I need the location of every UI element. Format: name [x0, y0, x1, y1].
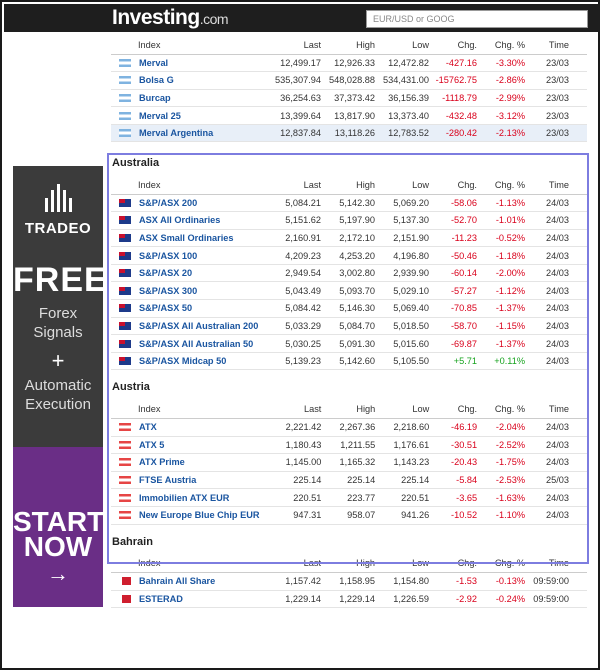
high-cell: 1,165.32	[327, 454, 381, 472]
table-header-row	[111, 36, 587, 54]
section-title: Austria	[112, 381, 150, 394]
country-flag-icon	[119, 494, 131, 502]
col-chg[interactable]: Chg.	[435, 176, 483, 194]
index-name-cell	[111, 489, 265, 507]
last-cell: 5,084.42	[265, 300, 327, 318]
country-flag-icon	[119, 234, 131, 242]
time-cell: 24/03	[531, 352, 587, 370]
table-row[interactable]	[111, 352, 587, 370]
index-link[interactable]: Merval	[139, 57, 169, 68]
high-cell: 2,172.10	[327, 229, 381, 247]
ad-start-text: START	[13, 506, 105, 537]
change-cell: -20.43	[435, 454, 483, 472]
index-link[interactable]: S&P/ASX 200	[139, 197, 198, 208]
col-time[interactable]: Time	[531, 36, 587, 54]
index-name-cell	[111, 247, 265, 265]
site-logo[interactable]	[112, 6, 228, 30]
low-cell: 5,029.10	[381, 282, 435, 300]
country-flag-icon	[119, 59, 131, 67]
change-pct-cell: -2.00%	[483, 264, 531, 282]
low-cell: 5,069.20	[381, 194, 435, 212]
col-low[interactable]: Low	[381, 176, 435, 194]
table-row[interactable]	[111, 107, 587, 125]
table-header-row	[111, 176, 587, 194]
change-pct-cell: -1.75%	[483, 454, 531, 472]
low-cell: 12,472.82	[381, 54, 435, 72]
low-cell: 5,069.40	[381, 300, 435, 318]
low-cell: 941.26	[381, 506, 435, 524]
index-link[interactable]: ATX 5	[139, 439, 165, 450]
index-name-cell	[111, 454, 265, 472]
change-cell: -10.52	[435, 506, 483, 524]
high-cell: 5,197.90	[327, 212, 381, 230]
low-cell: 36,156.39	[381, 89, 435, 107]
table-row[interactable]	[111, 247, 587, 265]
col-chg[interactable]: Chg.	[435, 555, 483, 573]
time-cell: 23/03	[531, 107, 587, 125]
last-cell: 5,084.21	[265, 194, 327, 212]
high-cell: 13,118.26	[327, 124, 381, 142]
time-cell: 24/03	[531, 335, 587, 353]
ad-brand: TRADEO	[24, 220, 92, 237]
table-row[interactable]	[111, 72, 587, 90]
change-cell: -15762.75	[435, 72, 483, 90]
change-cell: +5.71	[435, 352, 483, 370]
col-last[interactable]: Last	[265, 176, 327, 194]
index-link[interactable]: ASX Small Ordinaries	[139, 232, 234, 243]
table-row[interactable]	[111, 471, 587, 489]
index-link[interactable]: ESTERAD	[139, 593, 183, 604]
time-cell: 24/03	[531, 436, 587, 454]
time-cell: 25/03	[531, 471, 587, 489]
index-link[interactable]: New Europe Blue Chip EUR	[139, 510, 260, 521]
change-pct-cell: -1.10%	[483, 506, 531, 524]
index-name-cell	[111, 317, 265, 335]
time-cell: 24/03	[531, 300, 587, 318]
country-flag-icon	[119, 441, 131, 449]
index-link[interactable]: S&P/ASX 100	[139, 250, 198, 261]
time-cell: 24/03	[531, 489, 587, 507]
change-cell: -1.53	[435, 573, 483, 591]
last-cell: 1,145.00	[265, 454, 327, 472]
change-pct-cell: -3.12%	[483, 107, 531, 125]
time-cell: 24/03	[531, 282, 587, 300]
table-row[interactable]	[111, 317, 587, 335]
change-pct-cell: -1.63%	[483, 489, 531, 507]
index-name-cell	[111, 282, 265, 300]
last-cell: 225.14	[265, 471, 327, 489]
index-link[interactable]: Merval 25	[139, 110, 181, 121]
change-cell: -50.46	[435, 247, 483, 265]
table-row[interactable]	[111, 573, 587, 591]
col-high[interactable]: High	[327, 400, 381, 418]
table-row[interactable]	[111, 418, 587, 436]
change-cell: -58.70	[435, 317, 483, 335]
index-name-cell	[111, 194, 265, 212]
low-cell: 1,143.23	[381, 454, 435, 472]
low-cell: 1,226.59	[381, 590, 435, 608]
change-pct-cell: -0.13%	[483, 573, 531, 591]
table-row[interactable]	[111, 300, 587, 318]
indices-table	[111, 400, 587, 524]
low-cell: 13,373.40	[381, 107, 435, 125]
time-cell: 23/03	[531, 72, 587, 90]
time-cell: 09:59:00	[531, 590, 587, 608]
indices-table	[111, 176, 587, 370]
change-cell: -2.92	[435, 590, 483, 608]
change-cell: -69.87	[435, 335, 483, 353]
country-section	[111, 146, 587, 370]
high-cell: 2,267.36	[327, 418, 381, 436]
low-cell: 5,015.60	[381, 335, 435, 353]
ad-now-text: NOW	[23, 531, 93, 562]
ad-free-text: FREE	[13, 261, 108, 299]
country-flag-icon	[119, 340, 131, 348]
change-cell: -60.14	[435, 264, 483, 282]
country-section	[111, 370, 587, 524]
time-cell: 24/03	[531, 247, 587, 265]
last-cell: 36,254.63	[265, 89, 327, 107]
last-cell: 1,180.43	[265, 436, 327, 454]
change-pct-cell: -1.13%	[483, 194, 531, 212]
time-cell: 24/03	[531, 264, 587, 282]
time-cell: 24/03	[531, 212, 587, 230]
last-cell: 5,033.29	[265, 317, 327, 335]
col-last[interactable]: Last	[265, 555, 327, 573]
search-input[interactable]: EUR/USD or GOOG	[366, 10, 588, 28]
high-cell: 5,091.30	[327, 335, 381, 353]
last-cell: 12,837.84	[265, 124, 327, 142]
index-name-cell	[111, 72, 265, 90]
index-name-cell	[111, 54, 265, 72]
index-name-cell	[111, 471, 265, 489]
country-flag-icon	[119, 476, 131, 484]
last-cell: 5,139.23	[265, 352, 327, 370]
indices-table	[111, 555, 587, 609]
low-cell: 5,137.30	[381, 212, 435, 230]
change-pct-cell: -2.13%	[483, 124, 531, 142]
change-cell: -30.51	[435, 436, 483, 454]
country-flag-icon	[119, 357, 131, 365]
table-row[interactable]	[111, 282, 587, 300]
index-name-cell	[111, 352, 265, 370]
index-name-cell	[111, 436, 265, 454]
last-cell: 1,229.14	[265, 590, 327, 608]
country-flag-icon	[119, 577, 131, 585]
col-last[interactable]: Last	[265, 400, 327, 418]
ad-forex-signals: Forex Signals	[33, 305, 83, 341]
index-link[interactable]: S&P/ASX 300	[139, 285, 198, 296]
low-cell: 534,431.00	[381, 72, 435, 90]
index-link[interactable]: Bolsa G	[139, 75, 174, 86]
table-row[interactable]	[111, 212, 587, 230]
index-name-cell	[111, 506, 265, 524]
tradeo-ad-banner[interactable]	[13, 166, 108, 607]
change-cell: -46.19	[435, 418, 483, 436]
index-link[interactable]: S&P/ASX 50	[139, 303, 193, 314]
time-cell: 24/03	[531, 454, 587, 472]
country-flag-icon	[119, 322, 131, 330]
ad-start-now-button[interactable]	[13, 447, 103, 607]
index-name-cell	[111, 212, 265, 230]
high-cell: 12,926.33	[327, 54, 381, 72]
low-cell: 5,105.50	[381, 352, 435, 370]
index-link[interactable]: S&P/ASX All Australian 200	[139, 320, 259, 331]
change-pct-cell: -2.53%	[483, 471, 531, 489]
time-cell: 24/03	[531, 506, 587, 524]
col-last[interactable]: Last	[265, 36, 327, 54]
country-flag-icon	[119, 287, 131, 295]
high-cell: 1,158.95	[327, 573, 381, 591]
high-cell: 1,229.14	[327, 590, 381, 608]
change-cell: -57.27	[435, 282, 483, 300]
change-pct-cell: -1.37%	[483, 335, 531, 353]
logo-text: Investing	[112, 6, 200, 29]
country-flag-icon	[119, 252, 131, 260]
low-cell: 12,783.52	[381, 124, 435, 142]
col-chg[interactable]: Chg.	[435, 400, 483, 418]
change-cell: -58.06	[435, 194, 483, 212]
section-title: Bahrain	[112, 535, 153, 548]
table-header-row	[111, 555, 587, 573]
country-flag-icon	[119, 199, 131, 207]
logo-suffix: .com	[199, 11, 229, 27]
last-cell: 2,160.91	[265, 229, 327, 247]
table-row[interactable]	[111, 229, 587, 247]
top-header	[4, 4, 600, 32]
index-name-cell	[111, 124, 265, 142]
change-cell: -11.23	[435, 229, 483, 247]
index-link[interactable]: Burcap	[139, 92, 171, 103]
low-cell: 2,151.90	[381, 229, 435, 247]
last-cell: 13,399.64	[265, 107, 327, 125]
index-link[interactable]: S&P/ASX Midcap 50	[139, 356, 227, 367]
low-cell: 2,218.60	[381, 418, 435, 436]
index-link[interactable]: ATX Prime	[139, 457, 185, 468]
country-flag-icon	[119, 595, 131, 603]
time-cell: 24/03	[531, 317, 587, 335]
index-link[interactable]: S&P/ASX 20	[139, 268, 193, 279]
high-cell: 13,817.90	[327, 107, 381, 125]
last-cell: 947.31	[265, 506, 327, 524]
index-link[interactable]: Bahrain All Share	[139, 576, 216, 587]
change-pct-cell: -0.52%	[483, 229, 531, 247]
change-cell: -52.70	[435, 212, 483, 230]
last-cell: 1,157.42	[265, 573, 327, 591]
col-time[interactable]: Time	[531, 555, 587, 573]
col-chg-pct[interactable]: Chg. %	[483, 400, 531, 418]
col-high[interactable]: High	[327, 176, 381, 194]
time-cell: 23/03	[531, 54, 587, 72]
index-link[interactable]: FTSE Austria	[139, 475, 197, 486]
country-flag-icon	[119, 269, 131, 277]
country-flag-icon	[119, 94, 131, 102]
change-pct-cell: -1.37%	[483, 300, 531, 318]
high-cell: 5,084.70	[327, 317, 381, 335]
last-cell: 2,221.42	[265, 418, 327, 436]
arrow-right-icon: →	[47, 561, 69, 586]
col-high[interactable]: High	[327, 555, 381, 573]
high-cell: 958.07	[327, 506, 381, 524]
change-pct-cell: -2.86%	[483, 72, 531, 90]
index-name-cell	[111, 590, 265, 608]
high-cell: 5,142.30	[327, 194, 381, 212]
tradeo-logo-icon	[13, 184, 103, 212]
table-row[interactable]	[111, 264, 587, 282]
country-flag-icon	[119, 112, 131, 120]
col-index[interactable]: Index	[111, 400, 265, 418]
change-cell: -5.84	[435, 471, 483, 489]
col-low[interactable]: Low	[381, 555, 435, 573]
change-pct-cell: -1.12%	[483, 282, 531, 300]
index-link[interactable]: Merval Argentina	[139, 128, 214, 139]
time-cell: 23/03	[531, 124, 587, 142]
change-pct-cell: -2.52%	[483, 436, 531, 454]
low-cell: 220.51	[381, 489, 435, 507]
table-row[interactable]	[111, 89, 587, 107]
change-cell: -427.16	[435, 54, 483, 72]
table-row[interactable]	[111, 590, 587, 608]
country-flag-icon	[119, 129, 131, 137]
col-chg-pct[interactable]: Chg. %	[483, 36, 531, 54]
index-name-cell	[111, 573, 265, 591]
table-row[interactable]	[111, 335, 587, 353]
index-name-cell	[111, 418, 265, 436]
time-cell: 24/03	[531, 194, 587, 212]
index-name-cell	[111, 300, 265, 318]
change-pct-cell: -3.30%	[483, 54, 531, 72]
col-time[interactable]: Time	[531, 400, 587, 418]
country-flag-icon	[119, 304, 131, 312]
country-section	[111, 525, 587, 609]
col-index[interactable]: Index	[111, 555, 265, 573]
ad-plus: +	[51, 348, 65, 373]
index-link[interactable]: ASX All Ordinaries	[139, 215, 221, 226]
last-cell: 535,307.94	[265, 72, 327, 90]
index-name-cell	[111, 335, 265, 353]
index-name-cell	[111, 107, 265, 125]
table-row[interactable]	[111, 454, 587, 472]
change-pct-cell: -1.01%	[483, 212, 531, 230]
col-high[interactable]: High	[327, 36, 381, 54]
indices-main	[111, 32, 587, 608]
col-low[interactable]: Low	[381, 36, 435, 54]
high-cell: 225.14	[327, 471, 381, 489]
country-flag-icon	[119, 458, 131, 466]
low-cell: 4,196.80	[381, 247, 435, 265]
col-chg-pct[interactable]: Chg. %	[483, 555, 531, 573]
change-pct-cell: -2.99%	[483, 89, 531, 107]
table-row[interactable]	[111, 436, 587, 454]
index-name-cell	[111, 229, 265, 247]
low-cell: 1,154.80	[381, 573, 435, 591]
change-cell: -280.42	[435, 124, 483, 142]
high-cell: 3,002.80	[327, 264, 381, 282]
country-flag-icon	[119, 423, 131, 431]
low-cell: 5,018.50	[381, 317, 435, 335]
last-cell: 5,030.25	[265, 335, 327, 353]
high-cell: 5,146.30	[327, 300, 381, 318]
index-link[interactable]: S&P/ASX All Australian 50	[139, 338, 254, 349]
change-cell: -432.48	[435, 107, 483, 125]
high-cell: 548,028.88	[327, 72, 381, 90]
index-name-cell	[111, 264, 265, 282]
low-cell: 225.14	[381, 471, 435, 489]
table-row[interactable]	[111, 489, 587, 507]
last-cell: 4,209.23	[265, 247, 327, 265]
time-cell: 24/03	[531, 229, 587, 247]
change-pct-cell: -2.04%	[483, 418, 531, 436]
last-cell: 12,499.17	[265, 54, 327, 72]
time-cell: 24/03	[531, 418, 587, 436]
low-cell: 1,176.61	[381, 436, 435, 454]
table-row[interactable]	[111, 194, 587, 212]
change-pct-cell: +0.11%	[483, 352, 531, 370]
change-pct-cell: -0.24%	[483, 590, 531, 608]
country-flag-icon	[119, 511, 131, 519]
col-index[interactable]: Index	[111, 36, 265, 54]
high-cell: 1,211.55	[327, 436, 381, 454]
last-cell: 5,151.62	[265, 212, 327, 230]
time-cell: 23/03	[531, 89, 587, 107]
country-flag-icon	[119, 76, 131, 84]
change-pct-cell: -1.15%	[483, 317, 531, 335]
last-cell: 2,949.54	[265, 264, 327, 282]
last-cell: 220.51	[265, 489, 327, 507]
ad-automatic-execution: Automatic Execution	[24, 377, 92, 413]
high-cell: 223.77	[327, 489, 381, 507]
col-chg-pct[interactable]: Chg. %	[483, 176, 531, 194]
low-cell: 2,939.90	[381, 264, 435, 282]
change-cell: -70.85	[435, 300, 483, 318]
col-chg[interactable]: Chg.	[435, 36, 483, 54]
high-cell: 4,253.20	[327, 247, 381, 265]
col-time[interactable]: Time	[531, 176, 587, 194]
change-cell: -1118.79	[435, 89, 483, 107]
table-header-row	[111, 400, 587, 418]
high-cell: 37,373.42	[327, 89, 381, 107]
index-link[interactable]: Immobilien ATX EUR	[139, 492, 230, 503]
index-link[interactable]: ATX	[139, 422, 157, 433]
change-cell: -3.65	[435, 489, 483, 507]
index-name-cell	[111, 89, 265, 107]
high-cell: 5,142.60	[327, 352, 381, 370]
section-title: Australia	[112, 157, 160, 169]
time-cell: 09:59:00	[531, 573, 587, 591]
table-row[interactable]	[111, 124, 587, 142]
table-row[interactable]	[111, 54, 587, 72]
country-flag-icon	[119, 216, 131, 224]
indices-table	[111, 36, 587, 142]
col-low[interactable]: Low	[381, 400, 435, 418]
table-row[interactable]	[111, 506, 587, 524]
country-section	[111, 36, 587, 146]
col-index[interactable]: Index	[111, 176, 265, 194]
change-pct-cell: -1.18%	[483, 247, 531, 265]
last-cell: 5,043.49	[265, 282, 327, 300]
high-cell: 5,093.70	[327, 282, 381, 300]
